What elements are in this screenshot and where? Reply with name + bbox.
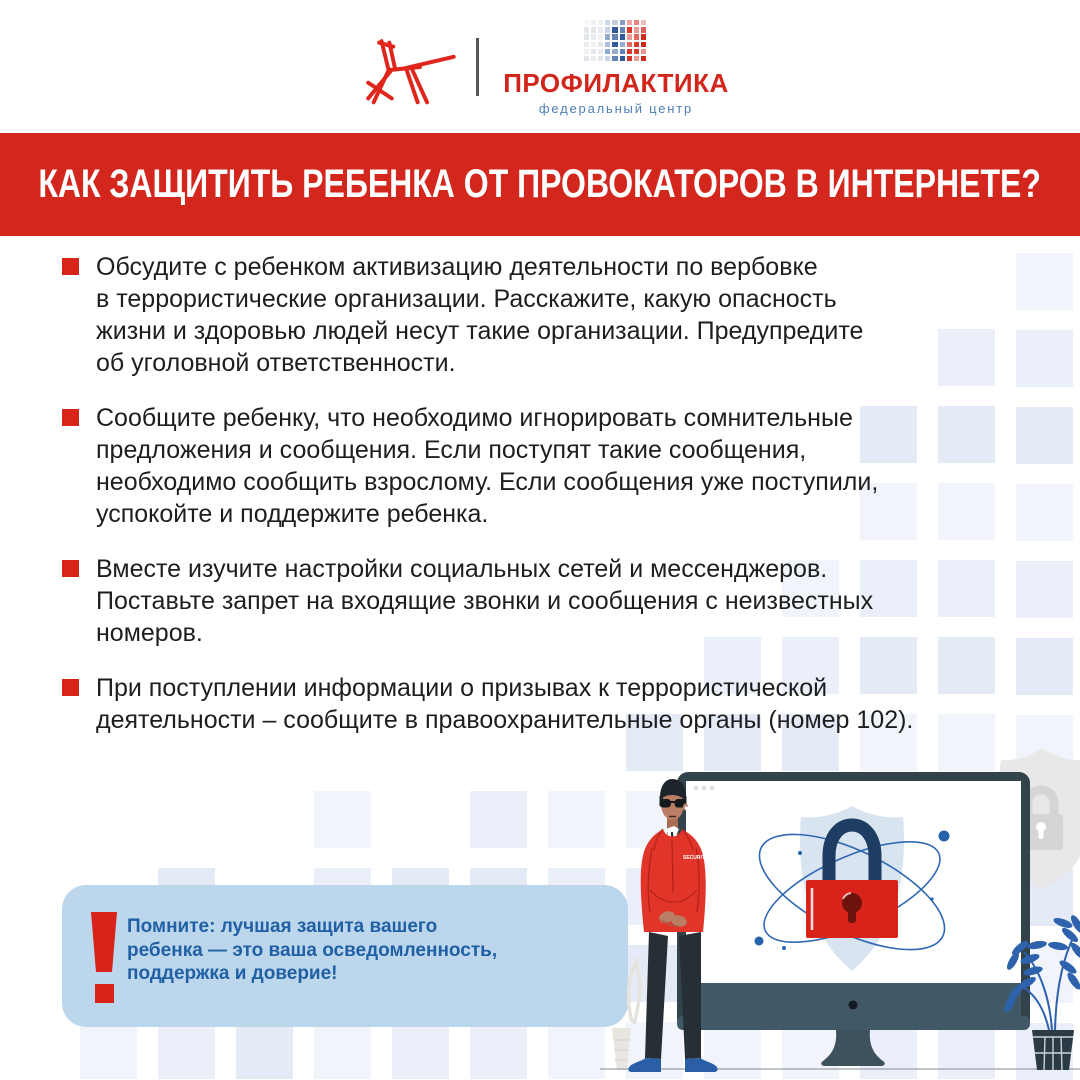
pattern-square	[314, 1022, 371, 1079]
list-item	[62, 251, 1022, 379]
grid-logo-cell	[627, 20, 632, 25]
grid-logo-cell	[591, 20, 596, 25]
grid-logo-cell	[620, 56, 625, 61]
grid-logo-cell	[591, 34, 596, 39]
grid-logo-cell	[634, 49, 639, 54]
note-line: поддержка и доверие!	[127, 963, 338, 984]
grid-logo-cell	[605, 42, 610, 47]
point-line: необходимо сообщить взрослому. Если сообщения уже поступили,	[96, 468, 879, 496]
grid-logo-cell	[634, 56, 639, 61]
list-item	[62, 553, 1022, 649]
grid-logo-cell	[591, 27, 596, 32]
grid-logo-cell	[598, 20, 603, 25]
grid-logo-cell	[641, 34, 646, 39]
grid-logo-cell	[605, 20, 610, 25]
grid-logo-cell	[634, 42, 639, 47]
point-line: об уголовной ответственности.	[96, 349, 456, 377]
grid-logo-cell	[584, 49, 589, 54]
grid-logo-cell	[598, 49, 603, 54]
point-line: Обсудите с ребенком активизацию деятельности по вербовке	[96, 253, 818, 281]
grid-logo-cell	[641, 56, 646, 61]
grid-logo-cell	[612, 20, 617, 25]
grid-logo-cell	[620, 42, 625, 47]
grid-logo-cell	[605, 49, 610, 54]
pattern-square	[158, 1022, 215, 1079]
bullet-square-icon	[62, 560, 79, 577]
grid-logo-cell	[634, 34, 639, 39]
list-item	[62, 402, 1022, 530]
bullet-square-icon	[62, 409, 79, 426]
point-line: предложения и сообщения. Если поступят такие сообщения,	[96, 436, 807, 464]
point-line: успокойте и поддержите ребенка.	[96, 500, 489, 528]
grid-logo-cell	[598, 27, 603, 32]
title-banner	[0, 133, 1080, 236]
grid-logo-cell	[627, 56, 632, 61]
grid-logo-cell	[584, 42, 589, 47]
security-illustration	[600, 740, 1080, 1080]
grid-logo-cell	[598, 34, 603, 39]
grid-logo-cell	[641, 27, 646, 32]
brand-block	[500, 20, 732, 116]
brand-subtitle: федеральный центр	[538, 101, 694, 116]
pattern-square	[1016, 253, 1073, 310]
grid-logo-cell	[641, 49, 646, 54]
grid-logo-cell	[634, 20, 639, 25]
grid-logo-cell	[605, 27, 610, 32]
grid-logo-cell	[641, 42, 646, 47]
exclamation-icon	[85, 912, 121, 1004]
grid-logo-cell	[612, 34, 617, 39]
gray-plant-sketch	[612, 958, 640, 1070]
logo-divider	[476, 38, 479, 96]
grid-logo-cell	[605, 34, 610, 39]
pattern-square	[1016, 484, 1073, 541]
grid-logo-cell	[627, 27, 632, 32]
bullet-square-icon	[62, 679, 79, 696]
pattern-square	[548, 1022, 605, 1079]
point-line: Сообщите ребенку, что необходимо игнорировать сомнительные	[96, 404, 853, 432]
pattern-square	[1016, 407, 1073, 464]
grid-logo-cell	[620, 20, 625, 25]
grid-logo-cell	[612, 42, 617, 47]
grid-logo-cell	[627, 34, 632, 39]
grid-logo-cell	[591, 49, 596, 54]
point-line: Поставьте запрет на входящие звонки и сообщения с неизвестных	[96, 587, 874, 615]
grid-logo-cell	[612, 56, 617, 61]
grid-logo-cell	[584, 56, 589, 61]
pattern-square	[548, 791, 605, 848]
pattern-square	[1016, 638, 1073, 695]
grid-logo-cell	[620, 34, 625, 39]
brand-name: ПРОФИЛАКТИКА	[503, 68, 729, 98]
bullet-list	[62, 251, 1022, 759]
chair-logo-icon	[358, 26, 460, 108]
note-line: ребенка — это ваша осведомленность,	[127, 939, 498, 961]
pattern-square	[470, 1022, 527, 1079]
grid-logo-cell	[584, 34, 589, 39]
reminder-note-box	[62, 885, 628, 1027]
grid-logo-cell	[598, 56, 603, 61]
pattern-square	[80, 1022, 137, 1079]
point-line: Вместе изучите настройки социальных сетей и мессенджеров.	[96, 555, 828, 583]
bullet-square-icon	[62, 258, 79, 275]
grid-logo-cell	[591, 56, 596, 61]
note-text	[127, 915, 497, 986]
grid-logo-cell	[627, 42, 632, 47]
grid-logo-cell	[598, 42, 603, 47]
page-title: КАК ЗАЩИТИТЬ РЕБЕНКА ОТ ПРОВОКАТОРОВ В ИНТЕРНЕТЕ?	[38, 162, 1042, 206]
grid-logo-cell	[620, 27, 625, 32]
note-line: Помните: лучшая защита вашего	[127, 916, 438, 937]
grid-logo-cell	[612, 49, 617, 54]
header	[0, 0, 1080, 133]
pattern-square	[1016, 330, 1073, 387]
point-line: жизни и здоровью людей несут такие организации. Предупредите	[96, 317, 864, 345]
grid-logo-cell	[584, 20, 589, 25]
pixel-grid-logo-icon	[584, 20, 649, 63]
grid-logo-cell	[627, 49, 632, 54]
pattern-square	[236, 1022, 293, 1079]
point-line: в террористические организации. Расскажите, какую опасность	[96, 285, 837, 313]
point-line: деятельности – сообщите в правоохранительные органы (номер 102).	[96, 706, 914, 734]
list-item	[62, 672, 1022, 736]
pattern-square	[1016, 561, 1073, 618]
grid-logo-cell	[641, 20, 646, 25]
jacket-label: SECURITY	[683, 855, 709, 861]
point-line: При поступлении информации о призывах к террористической	[96, 674, 828, 702]
grid-logo-cell	[634, 27, 639, 32]
grid-logo-cell	[612, 27, 617, 32]
pattern-square	[470, 791, 527, 848]
grid-logo-cell	[620, 49, 625, 54]
grid-logo-cell	[584, 27, 589, 32]
grid-logo-cell	[591, 42, 596, 47]
pattern-square	[392, 1022, 449, 1079]
pattern-square	[314, 791, 371, 848]
grid-logo-cell	[605, 56, 610, 61]
point-line: номеров.	[96, 619, 203, 647]
